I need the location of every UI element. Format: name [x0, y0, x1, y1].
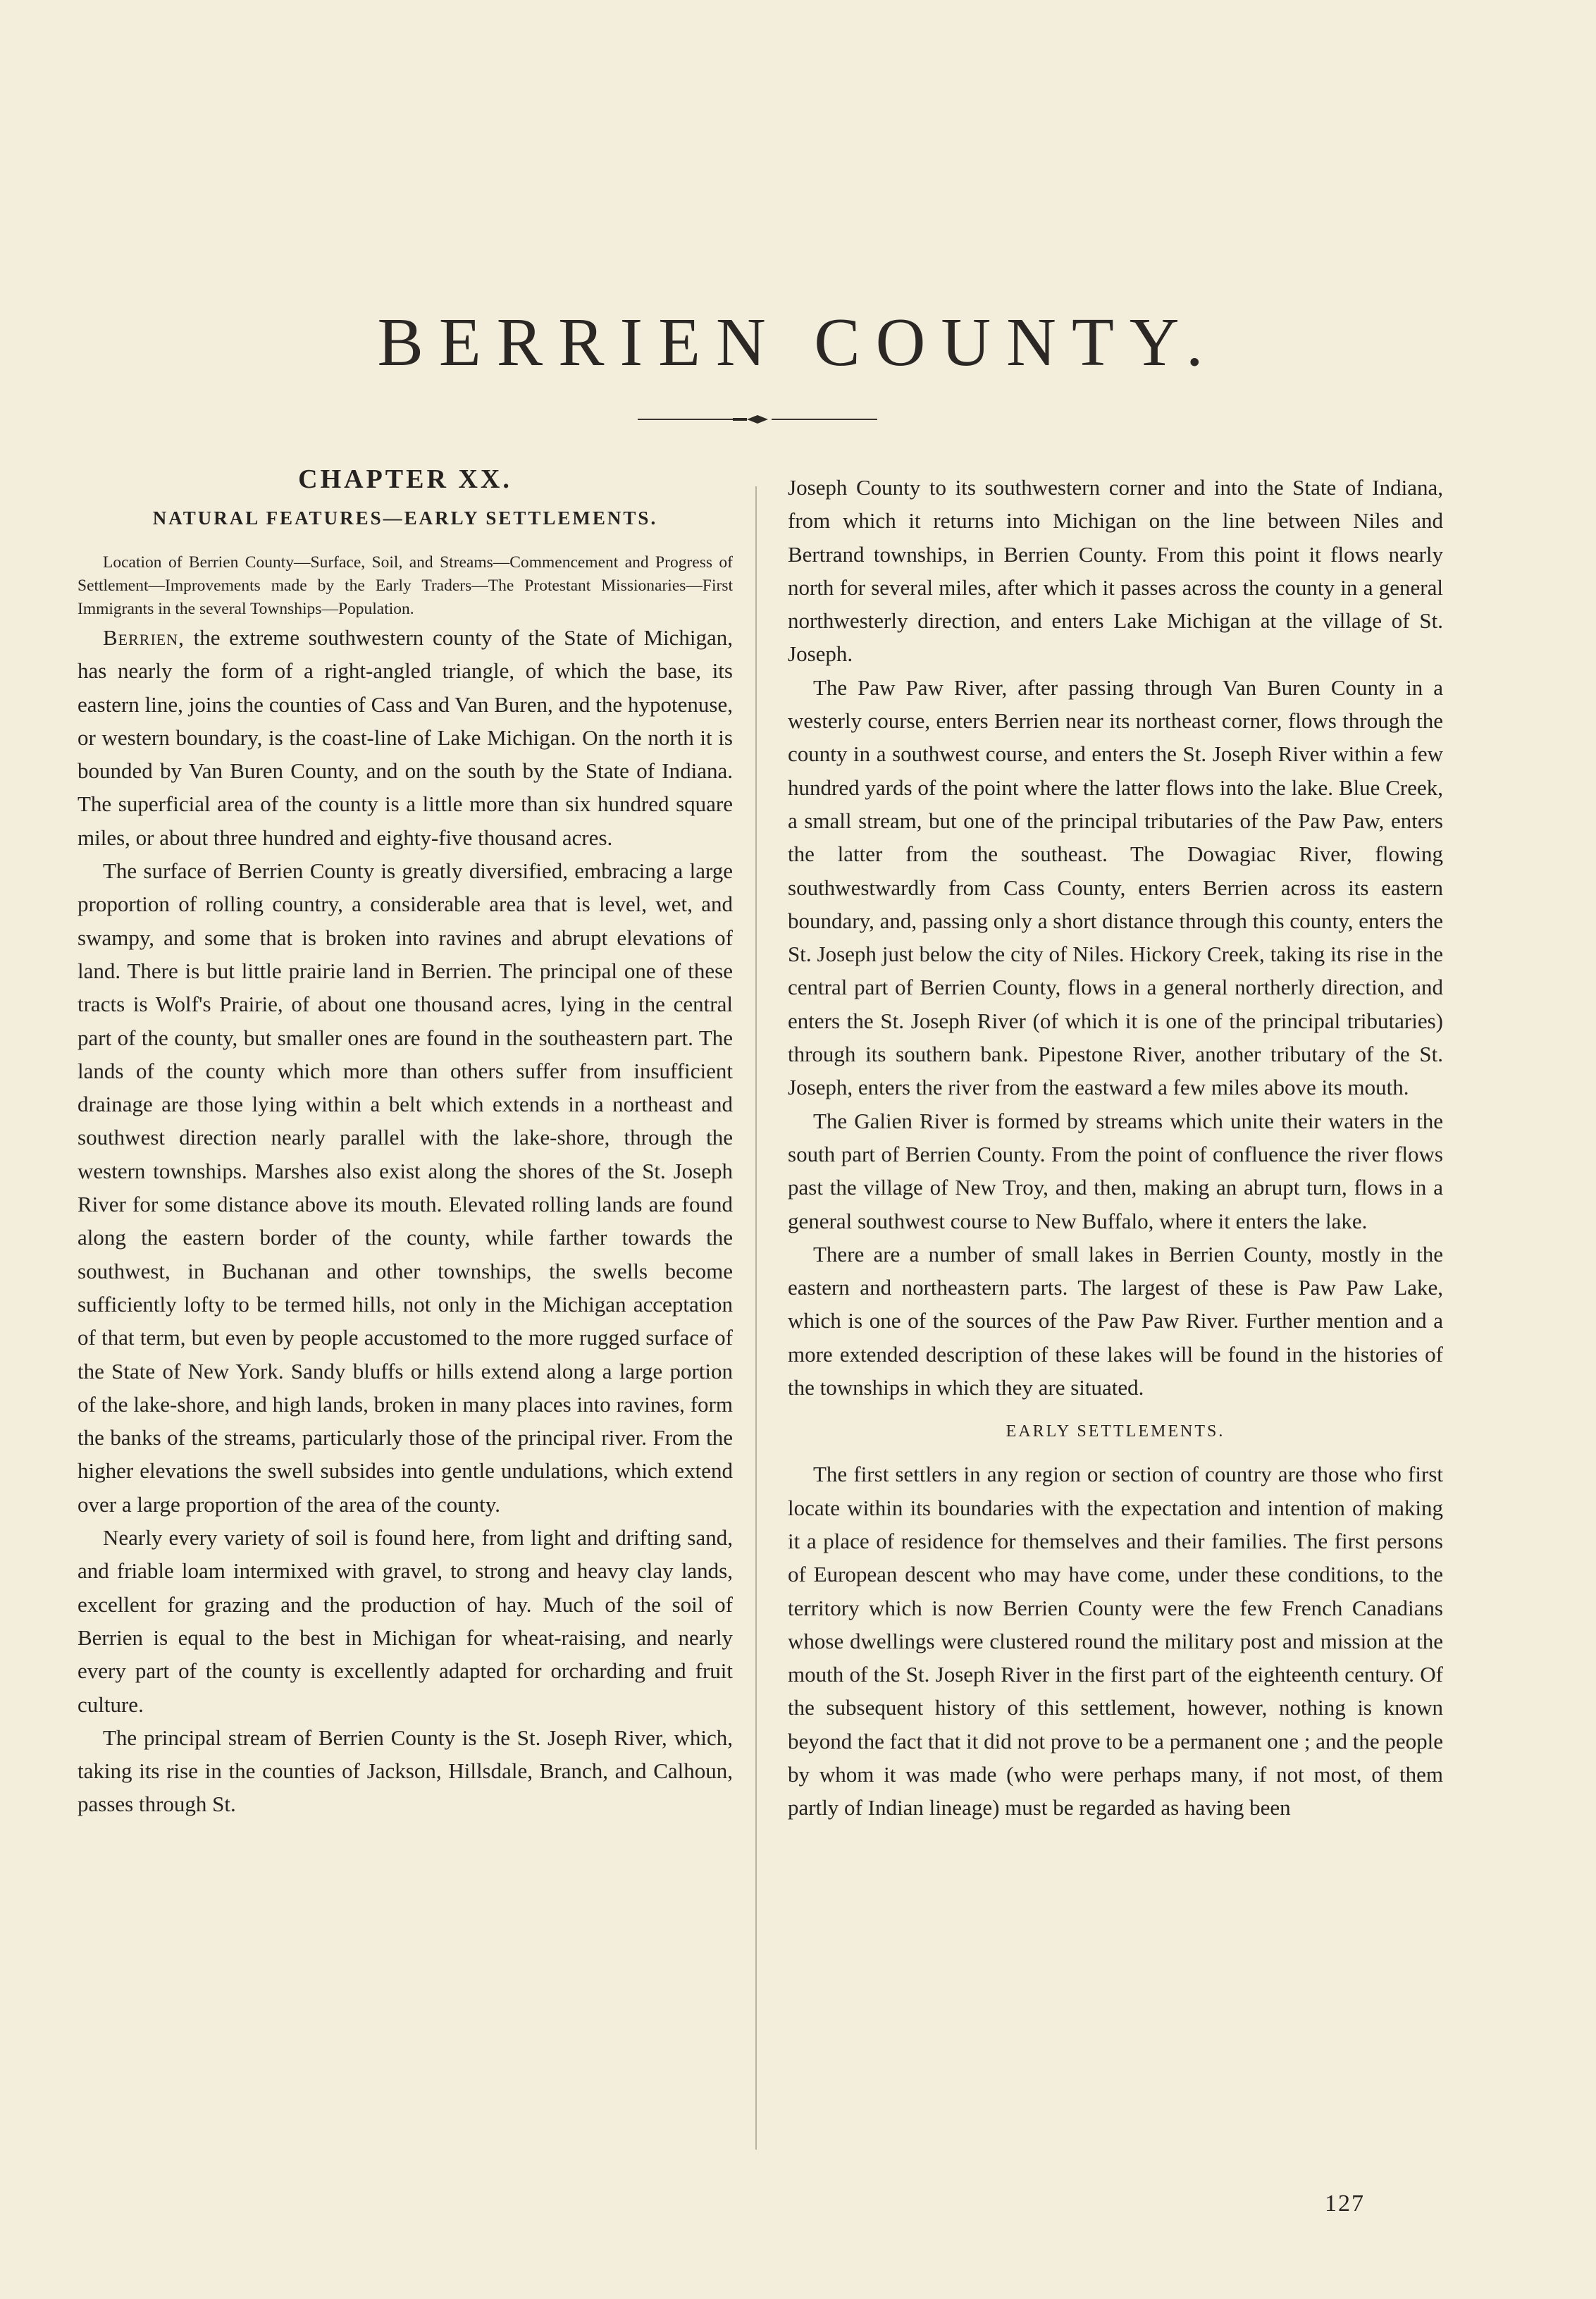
right-column	[788, 471, 1443, 1825]
section-heading: EARLY SETTLEMENTS.	[1006, 1422, 1225, 1441]
chapter-synopsis: Location of Berrien County—Surface, Soil, and Streams—Commencement and Progress of Settlement—Improvements made by the Early Traders—The Protestant Missionaries—First Immigrants in the several Townships—Population.	[78, 553, 733, 618]
page-title: BERRIEN COUNTY.	[377, 304, 1219, 381]
paragraph: Nearly every variety of soil is found here, from light and drifting sand, and friable loam intermixed with gravel, to strong and heavy clay lands, excellent for grazing and the production of hay. Much of the soil of Berrien is equal to the best in Michigan for wheat-raising, and nearly every part of the county is excellently adapted for orcharding and fruit culture.	[78, 1525, 733, 1717]
paragraph: The Paw Paw River, after passing through Van Buren County in a westerly course, enters Berrien near its northeast corner, flows through the county in a southwest course, and enters the St. Joseph River within a few hundred yards of the point where the latter flows into the lake. Blue Creek, a small stream, but one of the principal tributaries of the Paw Paw, enters the latter from the southeast. The Dowagiac River, flowing southwestwardly from Cass County, enters Berrien across its eastern boundary, and, passing only a short distance through this county, enters the St. Joseph just below the city of Niles. Hickory Creek, taking its rise in the central part of Berrien County, flows in a general northerly direction, and enters the St. Joseph River (of which it is one of the principal tributaries) through its southern bank. Pipestone River, another tributary of the St. Joseph, enters the river from the eastward a few miles above its mouth.	[788, 674, 1443, 1100]
paragraph: The surface of Berrien County is greatly diversified, embracing a large proportion of rolling country, a considerable area that is level, wet, and swampy, and some that is broken into ravines and abrupt elevations of land. There is but little prairie land in Berrien. The principal one of these tracts is Wolf's Prairie, of about one thousand acres, lying in the central part of the county, but smaller ones are found in the southeastern part. The lands of the county which more than others suffer from insufficient drainage are those lying within a belt which extends in a northeast and southwest direction nearly parallel with the lake-shore, through the western townships. Marshes also exist along the shores of the St. Joseph River for some distance above its mouth. Elevated rolling lands are found along the eastern border of the county, while farther towards the southwest, in Buchanan and other townships, the swells become sufficiently lofty to be termed hills, not only in the Michigan acceptation of that term, but even by people accustomed to the more rugged surface of the State of New York. Sandy bluffs or hills extend along a large portion of the lake-shore, and high lands, broken in many places into ravines, form the banks of the streams, particularly those of the principal river. From the higher elevations the swell subsides into gentle undulations, which extend over a large proportion of the area of the county.	[78, 858, 733, 1517]
chapter-title: CHAPTER XX.	[298, 464, 512, 494]
paragraph: The principal stream of Berrien County is the St. Joseph River, which, taking its rise in the counties of Jackson, Hillsdale, Branch, and Calhoun, passes through St.	[78, 1725, 733, 1817]
lead-word: Berrien,	[103, 625, 185, 650]
column-divider	[755, 486, 757, 2150]
paragraph	[78, 621, 733, 854]
paragraph: There are a number of small lakes in Berrien County, mostly in the eastern and northeastern parts. The largest of these is Paw Paw Lake, which is one of the sources of the Paw Paw River. Further mention and a more extended description of these lakes will be found in the histories of the townships in which they are situated.	[788, 1241, 1443, 1400]
title-ornament	[634, 409, 881, 430]
paragraph-text: the extreme southwestern county of the State of Michigan, has nearly the form of a right-angled triangle, of which the base, its eastern line, joins the counties of Cass and Van Buren, and the hypotenuse, or western boundary, is the coast-line of Lake Michigan. On the north it is bounded by Van Buren County, and on the south by the State of Indiana. The superficial area of the county is a little more than six hundred square miles, or about three hundred and eighty-five thousand acres.	[78, 625, 733, 850]
chapter-subtitle: NATURAL FEATURES—EARLY SETTLEMENTS.	[152, 507, 658, 529]
left-column	[78, 465, 733, 1821]
paragraph: The first settlers in any region or section of country are those who first locate within its boundaries with the expectation and intention of making it a place of residence for themselves and their families. The first persons of European descent who may have come, under these conditions, to the territory which is now Berrien County were the few French Canadians whose dwellings were clustered round the military post and mission at the mouth of the St. Joseph River in the first part of the eighteenth century. Of the subsequent history of this settlement, however, nothing is known beyond the fact that it did not prove to be a permanent one ; and the people by whom it was made (who were perhaps many, if not most, of them partly of Indian lineage) must be regarded as having been	[788, 1462, 1443, 1820]
paragraph: Joseph County to its southwestern corner and into the State of Indiana, from which it returns into Michigan on the line between Niles and Bertrand townships, in Berrien County. From this point it flows nearly north for several miles, after which it passes across the county in a general northwesterly direction, and enters Lake Michigan at the village of St. Joseph.	[788, 475, 1443, 667]
paragraph: The Galien River is formed by streams which unite their waters in the south part of Berrien County. From the point of confluence the river flows past the village of New Troy, and then, making an abrupt turn, flows in a general southwest course to New Buffalo, where it enters the lake.	[788, 1108, 1443, 1233]
page-number: 127	[1325, 2190, 1365, 2217]
